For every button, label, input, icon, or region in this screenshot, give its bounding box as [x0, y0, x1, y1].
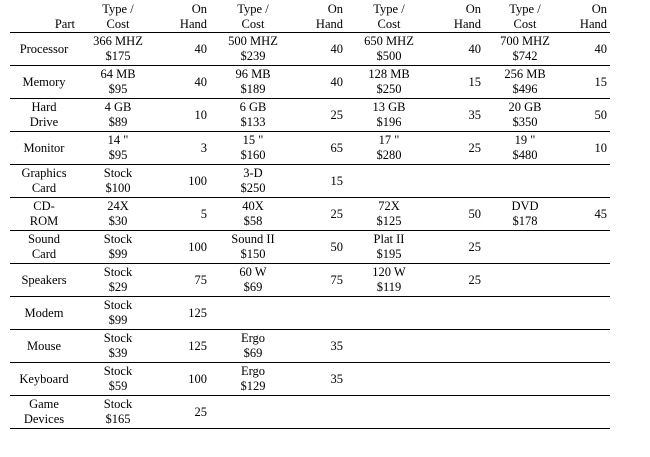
option-on-hand: 40 [566, 33, 610, 66]
option-on-hand: 40 [158, 33, 210, 66]
part-name: Speakers [10, 264, 78, 297]
option-on-hand: 100 [158, 363, 210, 396]
option-on-hand: 100 [158, 165, 210, 198]
option-cost: $95 [108, 82, 128, 96]
option-type: Stock [103, 397, 133, 411]
header-type-cost-3: Type / Cost [346, 2, 432, 33]
part-name: Memory [10, 66, 78, 99]
header-type-cost-4: Type / Cost [484, 2, 566, 33]
option-type: DVD [511, 199, 539, 213]
option-type: Stock [103, 166, 133, 180]
option-on-hand [432, 165, 484, 198]
option-on-hand: 125 [158, 330, 210, 363]
option-type-cost [78, 363, 158, 396]
option-type-cost [484, 330, 566, 363]
option-cost: $150 [240, 247, 266, 261]
option-type: 15 " [242, 133, 264, 147]
option-type-cost [484, 396, 566, 429]
option-type-cost [78, 330, 158, 363]
option-type: Stock [103, 298, 133, 312]
option-on-hand: 35 [432, 99, 484, 132]
option-type: 128 MB [368, 67, 410, 81]
table-row [10, 231, 610, 264]
option-on-hand [566, 297, 610, 330]
header-row [10, 2, 610, 33]
option-type-cost [78, 132, 158, 165]
option-on-hand [432, 330, 484, 363]
part-name: Modem [10, 297, 78, 330]
option-type-cost [78, 99, 158, 132]
option-on-hand [566, 330, 610, 363]
option-on-hand: 40 [296, 66, 346, 99]
header-type-cost-1: Type / Cost [78, 2, 158, 33]
option-on-hand: 3 [158, 132, 210, 165]
option-on-hand [566, 363, 610, 396]
option-cost: $250 [376, 82, 402, 96]
option-cost: $30 [108, 214, 128, 228]
option-on-hand: 35 [296, 363, 346, 396]
option-on-hand [566, 396, 610, 429]
option-type-cost [484, 132, 566, 165]
option-on-hand [296, 297, 346, 330]
option-cost: $500 [376, 49, 402, 63]
option-type: Plat II [373, 232, 405, 246]
option-type-cost [484, 198, 566, 231]
option-type-cost [210, 198, 296, 231]
option-on-hand: 15 [432, 66, 484, 99]
header-type-cost-2: Type / Cost [210, 2, 296, 33]
option-on-hand [432, 363, 484, 396]
inventory-table [10, 2, 610, 429]
option-cost: $99 [108, 313, 128, 327]
option-cost: $89 [108, 115, 128, 129]
option-type: Ergo [240, 331, 266, 345]
part-name: Sound Card [10, 231, 78, 264]
option-type-cost [346, 297, 432, 330]
option-type-cost [346, 264, 432, 297]
option-type: 650 MHZ [364, 34, 414, 48]
option-on-hand [432, 396, 484, 429]
option-cost: $59 [108, 379, 128, 393]
option-on-hand: 40 [158, 66, 210, 99]
option-on-hand: 100 [158, 231, 210, 264]
option-on-hand: 40 [432, 33, 484, 66]
option-type-cost [78, 396, 158, 429]
option-type: 3-D [243, 166, 263, 180]
option-type-cost [346, 396, 432, 429]
option-cost: $125 [376, 214, 402, 228]
option-type-cost [484, 231, 566, 264]
header-part: Part [10, 2, 78, 33]
option-on-hand: 65 [296, 132, 346, 165]
table-row [10, 33, 610, 66]
option-on-hand: 15 [296, 165, 346, 198]
option-cost: $178 [512, 214, 538, 228]
table-row [10, 198, 610, 231]
part-name: Keyboard [10, 363, 78, 396]
option-type: Ergo [240, 364, 266, 378]
option-cost: $119 [376, 280, 402, 294]
part-name: CD- ROM [10, 198, 78, 231]
option-type: 40X [242, 199, 264, 213]
option-cost: $58 [243, 214, 263, 228]
option-on-hand: 25 [432, 231, 484, 264]
option-on-hand [566, 165, 610, 198]
table-row [10, 363, 610, 396]
option-type-cost [210, 363, 296, 396]
option-cost: $239 [240, 49, 266, 63]
option-on-hand: 25 [296, 99, 346, 132]
option-type-cost [346, 330, 432, 363]
header-on-hand-2: On Hand [296, 2, 346, 33]
table-row [10, 165, 610, 198]
header-on-hand-1: On Hand [158, 2, 210, 33]
part-name: Mouse [10, 330, 78, 363]
option-type-cost [484, 363, 566, 396]
option-cost: $280 [376, 148, 402, 162]
option-cost: $160 [240, 148, 266, 162]
option-type-cost [210, 330, 296, 363]
option-type: 120 W [372, 265, 406, 279]
option-type: 96 MB [235, 67, 271, 81]
table-row [10, 264, 610, 297]
option-type: 72X [378, 199, 400, 213]
option-type: 20 GB [508, 100, 542, 114]
option-type: 366 MHZ [93, 34, 143, 48]
option-type: Sound II [231, 232, 275, 246]
option-type: 14 " [107, 133, 129, 147]
option-type-cost [346, 33, 432, 66]
table-row [10, 396, 610, 429]
option-on-hand [566, 231, 610, 264]
option-on-hand: 50 [432, 198, 484, 231]
option-type: Stock [103, 331, 133, 345]
part-name: Monitor [10, 132, 78, 165]
option-on-hand: 125 [158, 297, 210, 330]
option-on-hand: 40 [296, 33, 346, 66]
option-type-cost [78, 297, 158, 330]
option-on-hand: 25 [296, 198, 346, 231]
option-on-hand [296, 396, 346, 429]
option-cost: $39 [108, 346, 128, 360]
option-cost: $99 [108, 247, 128, 261]
option-type: 17 " [378, 133, 400, 147]
option-type-cost [346, 198, 432, 231]
option-type-cost [346, 363, 432, 396]
table-row [10, 99, 610, 132]
option-on-hand: 25 [432, 264, 484, 297]
option-cost: $189 [240, 82, 266, 96]
option-type-cost [346, 99, 432, 132]
option-cost: $95 [108, 148, 128, 162]
option-cost: $29 [108, 280, 128, 294]
part-name: Processor [10, 33, 78, 66]
option-cost: $742 [512, 49, 538, 63]
option-cost: $496 [512, 82, 538, 96]
option-type-cost [210, 132, 296, 165]
option-type-cost [346, 66, 432, 99]
option-cost: $175 [105, 49, 131, 63]
option-type-cost [484, 33, 566, 66]
option-cost: $69 [243, 346, 263, 360]
table-row [10, 330, 610, 363]
option-type: 60 W [239, 265, 267, 279]
part-name: Game Devices [10, 396, 78, 429]
header-on-hand-3: On Hand [432, 2, 484, 33]
option-type: 64 MB [100, 67, 136, 81]
option-on-hand: 10 [566, 132, 610, 165]
option-type-cost [210, 99, 296, 132]
header-on-hand-4: On Hand [566, 2, 610, 33]
option-type: 13 GB [372, 100, 406, 114]
option-type: 24X [107, 199, 129, 213]
table-row [10, 132, 610, 165]
option-type: 4 GB [104, 100, 132, 114]
option-type-cost [78, 66, 158, 99]
option-cost: $250 [240, 181, 266, 195]
option-type-cost [484, 264, 566, 297]
option-cost: $129 [240, 379, 266, 393]
option-type: Stock [103, 232, 133, 246]
option-type-cost [78, 165, 158, 198]
option-on-hand: 75 [158, 264, 210, 297]
option-cost: $480 [512, 148, 538, 162]
option-type-cost [346, 231, 432, 264]
part-name: Graphics Card [10, 165, 78, 198]
option-on-hand: 50 [296, 231, 346, 264]
table-row [10, 66, 610, 99]
option-type-cost [78, 33, 158, 66]
part-name: Hard Drive [10, 99, 78, 132]
table-body [10, 33, 610, 429]
option-type-cost [484, 66, 566, 99]
option-cost: $165 [105, 412, 131, 426]
option-on-hand: 75 [296, 264, 346, 297]
option-on-hand: 15 [566, 66, 610, 99]
option-type: 700 MHZ [500, 34, 550, 48]
option-type-cost [210, 231, 296, 264]
option-type-cost [346, 132, 432, 165]
option-type-cost [210, 396, 296, 429]
option-type: 500 MHZ [228, 34, 278, 48]
option-type-cost [210, 264, 296, 297]
option-type: Stock [103, 364, 133, 378]
option-on-hand: 25 [158, 396, 210, 429]
option-cost: $100 [105, 181, 131, 195]
option-type-cost [210, 297, 296, 330]
option-type-cost [484, 99, 566, 132]
option-cost: $196 [376, 115, 402, 129]
option-on-hand [432, 297, 484, 330]
option-type-cost [210, 66, 296, 99]
option-on-hand: 35 [296, 330, 346, 363]
option-on-hand: 25 [432, 132, 484, 165]
option-type-cost [78, 264, 158, 297]
option-on-hand: 10 [158, 99, 210, 132]
option-on-hand [566, 264, 610, 297]
table-row [10, 297, 610, 330]
option-type-cost [78, 231, 158, 264]
option-type-cost [210, 165, 296, 198]
option-on-hand: 50 [566, 99, 610, 132]
option-type-cost [210, 33, 296, 66]
option-type-cost [346, 165, 432, 198]
option-type-cost [78, 198, 158, 231]
option-cost: $195 [376, 247, 402, 261]
option-type-cost [484, 297, 566, 330]
option-type: Stock [103, 265, 133, 279]
option-on-hand: 5 [158, 198, 210, 231]
option-type: 6 GB [239, 100, 267, 114]
option-on-hand: 45 [566, 198, 610, 231]
option-cost: $350 [512, 115, 538, 129]
option-cost: $69 [243, 280, 263, 294]
option-type: 256 MB [504, 67, 546, 81]
option-cost: $133 [240, 115, 266, 129]
option-type: 19 " [514, 133, 536, 147]
option-type-cost [484, 165, 566, 198]
